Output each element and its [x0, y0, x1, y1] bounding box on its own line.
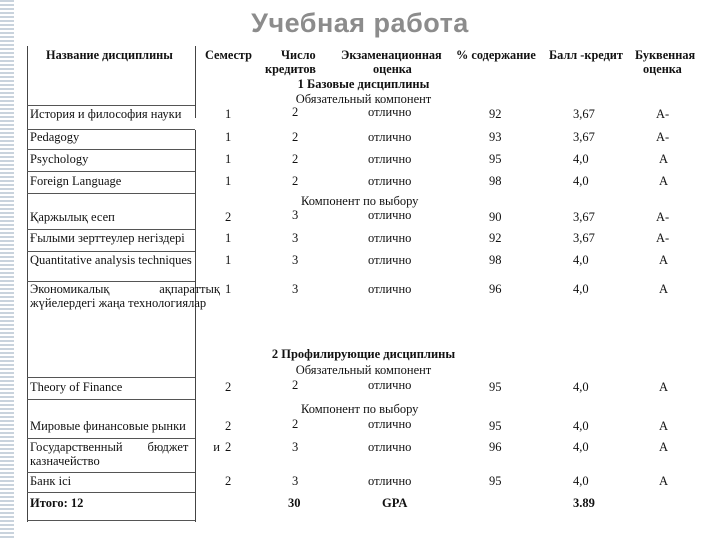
row-points: 4,0 — [573, 440, 589, 454]
subsection-required: Обязательный компонент — [295, 363, 432, 377]
row-semester: 2 — [225, 440, 232, 454]
row-credits: 3 — [292, 253, 299, 267]
row-letter: А — [659, 253, 669, 267]
row-letter: А — [659, 152, 669, 166]
row-percent: 95 — [489, 152, 502, 166]
row-percent: 95 — [489, 474, 502, 488]
row-credits: 2 — [292, 130, 299, 144]
row-credits: 3 — [292, 208, 299, 222]
row-points: 4,0 — [573, 474, 589, 488]
row-percent: 92 — [489, 107, 502, 121]
header-credits-line2: кредитов — [265, 62, 316, 76]
row-grade: отлично — [368, 130, 412, 144]
row-percent: 96 — [489, 440, 502, 454]
row-divider — [27, 171, 195, 172]
row-letter: А- — [656, 130, 670, 144]
row-credits: 2 — [292, 105, 299, 119]
row-divider — [27, 251, 195, 252]
subsection-elective: Компонент по выбору — [301, 402, 419, 416]
row-semester: 1 — [225, 107, 232, 121]
row-letter: А- — [656, 231, 670, 245]
table-row-name: Theory of Finance — [30, 380, 123, 394]
header-points: Балл -кредит — [549, 48, 623, 62]
header-percent: % содержание — [456, 48, 536, 62]
row-semester: 2 — [225, 419, 232, 433]
left-decorative-bar — [0, 0, 14, 540]
row-percent: 96 — [489, 282, 502, 296]
row-percent: 90 — [489, 210, 502, 224]
row-percent: 98 — [489, 174, 502, 188]
row-grade: отлично — [368, 231, 412, 245]
header-letter-grade: Буквенная — [635, 48, 696, 62]
row-divider — [27, 377, 195, 378]
row-grade: отлично — [368, 105, 412, 119]
row-credits: 2 — [292, 174, 299, 188]
row-points: 3,67 — [573, 231, 595, 245]
header-letter-grade-line2: оценка — [643, 62, 682, 76]
row-percent: 95 — [489, 380, 502, 394]
table-row-name: Қаржылық есеп — [30, 210, 115, 224]
row-points: 4,0 — [573, 174, 589, 188]
total-credits: 30 — [288, 496, 301, 510]
row-grade: отлично — [368, 417, 412, 431]
row-semester: 1 — [225, 174, 232, 188]
row-percent: 92 — [489, 231, 502, 245]
subsection-required: Обязательный компонент — [295, 92, 432, 106]
row-letter: А — [659, 440, 669, 454]
section-profile-disciplines: 2 Профилирующие дисциплины — [271, 347, 456, 361]
row-semester: 2 — [225, 380, 232, 394]
row-divider — [27, 472, 195, 473]
page-title: Учебная работа — [251, 8, 469, 38]
row-grade: отлично — [368, 474, 412, 488]
row-percent: 95 — [489, 419, 502, 433]
row-percent: 98 — [489, 253, 502, 267]
row-percent: 93 — [489, 130, 502, 144]
row-points: 4,0 — [573, 253, 589, 267]
row-divider — [27, 492, 195, 493]
row-divider — [27, 399, 195, 400]
header-credits: Число — [281, 48, 316, 62]
header-semester: Семестр — [205, 48, 252, 62]
row-credits: 2 — [292, 417, 299, 431]
row-points: 4,0 — [573, 152, 589, 166]
row-divider — [27, 149, 195, 150]
header-exam-grade-line2: оценка — [373, 62, 412, 76]
row-semester: 1 — [225, 152, 232, 166]
row-points: 4,0 — [573, 419, 589, 433]
left-border — [27, 46, 28, 522]
row-grade: отлично — [368, 174, 412, 188]
grades-table — [27, 46, 700, 522]
row-divider — [27, 105, 195, 106]
subsection-elective: Компонент по выбору — [301, 194, 419, 208]
row-points: 4,0 — [573, 380, 589, 394]
row-credits: 2 — [292, 152, 299, 166]
row-semester: 1 — [225, 253, 232, 267]
section-basic-disciplines: 1 Базовые дисциплины — [297, 77, 430, 91]
row-points: 4,0 — [573, 282, 589, 296]
gpa-label: GPA — [382, 496, 408, 510]
table-row-name: Psychology — [30, 152, 89, 166]
row-points: 3,67 — [573, 210, 595, 224]
row-divider — [27, 229, 195, 230]
row-letter: А- — [656, 107, 670, 121]
row-grade: отлично — [368, 208, 412, 222]
table-row-name: Государственный бюджет и казначейство — [30, 440, 220, 468]
row-credits: 3 — [292, 282, 299, 296]
row-semester: 1 — [225, 130, 232, 144]
table-row-name: Quantitative analysis techniques — [30, 253, 192, 267]
row-points: 3,67 — [573, 130, 595, 144]
table-row-name: История и философия науки — [30, 107, 182, 121]
row-semester: 2 — [225, 210, 232, 224]
row-semester: 1 — [225, 282, 232, 296]
row-grade: отлично — [368, 282, 412, 296]
bottom-border — [27, 520, 195, 521]
table-row-name: Мировые финансовые рынки — [30, 419, 186, 433]
row-letter: А — [659, 474, 669, 488]
gpa-value: 3.89 — [573, 496, 595, 510]
row-credits: 2 — [292, 378, 299, 392]
row-grade: отлично — [368, 152, 412, 166]
row-letter: А — [659, 380, 669, 394]
row-letter: А — [659, 174, 669, 188]
row-divider — [27, 438, 195, 439]
table-row-name: Pedagogy — [30, 130, 80, 144]
row-credits: 3 — [292, 474, 299, 488]
total-label: Итого: 12 — [30, 496, 84, 510]
row-credits: 3 — [292, 231, 299, 245]
header-exam-grade: Экзаменационная — [341, 48, 442, 62]
row-grade: отлично — [368, 378, 412, 392]
row-semester: 2 — [225, 474, 232, 488]
row-grade: отлично — [368, 440, 412, 454]
table-row-name: Банк ісі — [30, 474, 72, 488]
row-grade: отлично — [368, 253, 412, 267]
table-row-name: Ғылыми зерттеулер негіздері — [30, 231, 185, 245]
header-discipline: Название дисциплины — [46, 48, 173, 62]
row-points: 3,67 — [573, 107, 595, 121]
row-credits: 3 — [292, 440, 299, 454]
table-row-name: Экономикалық ақпараттық жүйелердегі жаңа технологиялар — [30, 282, 220, 310]
row-letter: А- — [656, 210, 670, 224]
table-row-name: Foreign Language — [30, 174, 122, 188]
row-divider — [27, 193, 195, 194]
row-letter: А — [659, 419, 669, 433]
row-letter: А — [659, 282, 669, 296]
row-semester: 1 — [225, 231, 232, 245]
